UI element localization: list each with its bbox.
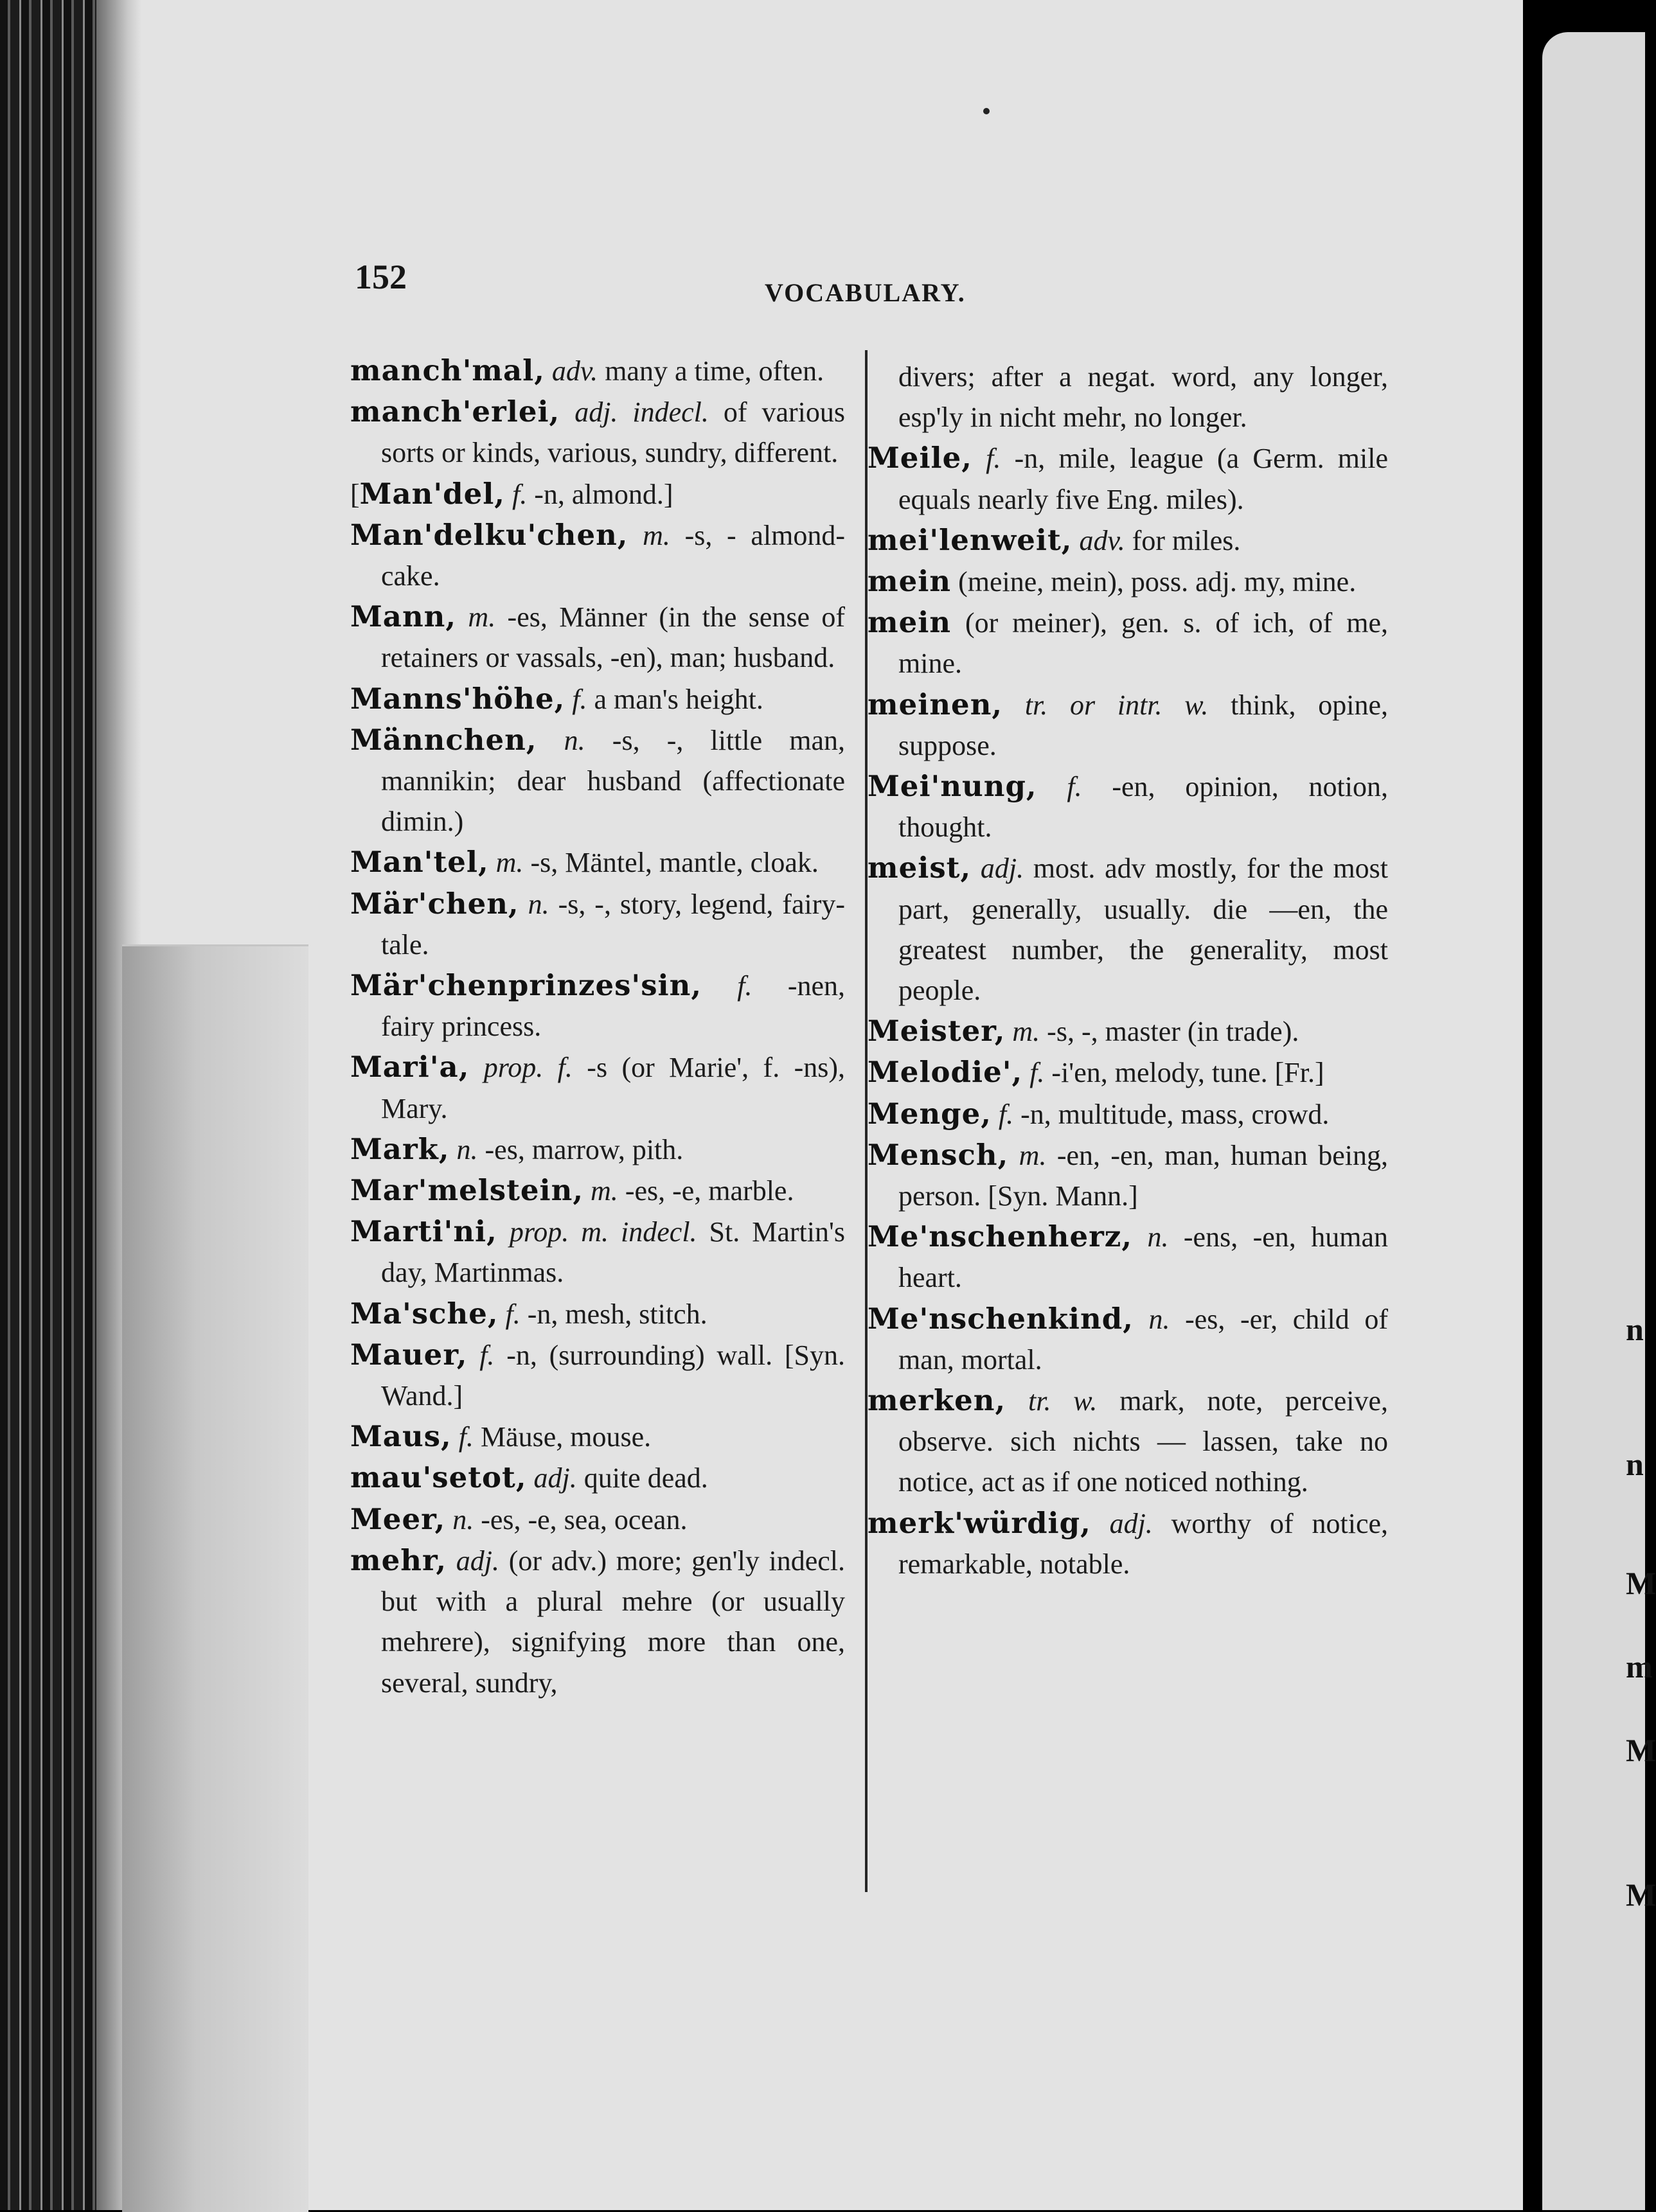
entry-grammar-tag: f. bbox=[1067, 771, 1082, 803]
entry-definition: -es, -er, child of man, mortal. bbox=[898, 1303, 1388, 1376]
entry-headword: Mar'melstein, bbox=[350, 1173, 584, 1208]
vocabulary-entry bbox=[350, 1047, 845, 1128]
entry-definition: think, opine, suppose. bbox=[898, 689, 1389, 761]
vocabulary-entry bbox=[350, 1499, 845, 1540]
entry-grammar-tag: n. bbox=[456, 1133, 478, 1165]
entry-headword: mei'lenweit, bbox=[868, 522, 1073, 557]
entry-headword: meist, bbox=[868, 851, 972, 885]
entry-headword: manch'erlei, bbox=[350, 394, 560, 429]
vocabulary-entry bbox=[350, 720, 845, 842]
entry-headword: Menge, bbox=[868, 1096, 992, 1131]
entry-grammar-tag: f. bbox=[572, 683, 587, 715]
left-column bbox=[350, 350, 845, 1703]
entry-definition: -nen, fairy princess. bbox=[381, 970, 845, 1043]
facing-page bbox=[1542, 32, 1656, 2210]
entry-headword: Man'delku'chen, bbox=[350, 517, 628, 552]
entry-headword: Me'nschenkind, bbox=[868, 1301, 1134, 1336]
entry-headword: Ma'sche, bbox=[350, 1296, 499, 1331]
entry-definition: -n, almond.] bbox=[534, 478, 673, 510]
entry-grammar-tag: prop. m. indecl. bbox=[509, 1216, 697, 1248]
vocabulary-entry bbox=[350, 1334, 845, 1416]
vocabulary-entry bbox=[350, 1129, 845, 1170]
entry-grammar-tag: f. bbox=[737, 970, 752, 1002]
entry-definition: (or adv.) more; gen'ly indecl. but with a plural mehre (or usually mehrere), signifying more than one, several, sundry, bbox=[381, 1544, 846, 1699]
entry-headword: mau'setot, bbox=[350, 1460, 527, 1495]
entry-headword: merk'würdig, bbox=[868, 1505, 1091, 1540]
entry-grammar-tag: adj. bbox=[980, 853, 1024, 885]
running-head: VOCABULARY. bbox=[765, 278, 966, 307]
facing-page-fragment: M bbox=[1626, 1732, 1656, 1768]
vocabulary-entry bbox=[868, 602, 1388, 684]
vocabulary-entry bbox=[350, 883, 845, 965]
vocabulary-entry bbox=[868, 1216, 1388, 1298]
vocabulary-entry bbox=[350, 596, 845, 678]
entry-definition: (meine, mein), poss. adj. my, mine. bbox=[958, 566, 1357, 598]
facing-page-fragment: M bbox=[1626, 1877, 1656, 1913]
entry-headword: Manns'höhe, bbox=[350, 681, 565, 716]
entry-grammar-tag: adv. bbox=[551, 355, 598, 387]
entry-definition: (or meiner), gen. s. of ich, of me, mine. bbox=[898, 607, 1388, 680]
entry-headword: Meister, bbox=[868, 1014, 1006, 1048]
vocabulary-entry bbox=[868, 684, 1388, 766]
vocabulary-entry bbox=[350, 391, 845, 473]
entry-grammar-tag: m. bbox=[643, 519, 670, 551]
vocabulary-entry bbox=[868, 766, 1388, 847]
entry-headword: merken, bbox=[868, 1383, 1006, 1418]
entry-definition: -s, - almond-cake. bbox=[381, 519, 845, 592]
entry-grammar-tag: f. bbox=[505, 1298, 521, 1330]
entry-grammar-tag: f. bbox=[986, 443, 1001, 475]
entry-grammar-tag: m. bbox=[495, 847, 524, 879]
entry-headword: Männchen, bbox=[350, 722, 537, 757]
entry-grammar-tag: n. bbox=[528, 888, 549, 920]
entry-grammar-tag: f. bbox=[458, 1421, 474, 1453]
vocabulary-entry bbox=[350, 350, 845, 391]
page-number: 152 bbox=[355, 258, 407, 296]
facing-page-fragment: m bbox=[1626, 1649, 1653, 1685]
vocabulary-entry bbox=[350, 678, 845, 720]
vocabulary-entry bbox=[868, 1298, 1388, 1380]
vocabulary-entry bbox=[350, 1416, 845, 1457]
vocabulary-entry bbox=[350, 1211, 845, 1293]
vocabulary-entry bbox=[868, 847, 1388, 1011]
entry-headword: Mensch, bbox=[868, 1137, 1009, 1172]
entry-definition: -n, mesh, stitch. bbox=[527, 1298, 708, 1330]
right-column bbox=[868, 357, 1388, 1584]
vocabulary-entry bbox=[350, 1170, 845, 1211]
vocabulary-entry bbox=[350, 965, 845, 1047]
entry-definition: a man's height. bbox=[594, 683, 763, 715]
entry-grammar-tag: adv. bbox=[1079, 524, 1125, 556]
entry-headword: Man'del, bbox=[359, 476, 505, 511]
entry-definition: -es, -e, marble. bbox=[625, 1175, 794, 1207]
entry-headword: Man'tel, bbox=[350, 845, 489, 880]
entry-grammar-tag: n. bbox=[564, 724, 585, 756]
vocabulary-entry bbox=[868, 520, 1388, 561]
entry-bracket: [ bbox=[350, 478, 360, 510]
print-speck bbox=[983, 108, 990, 114]
entry-definition: -n, mile, league (a Germ. mile equals nearly five Eng. miles). bbox=[898, 443, 1389, 515]
entry-definition: -es, -e, sea, ocean. bbox=[481, 1503, 688, 1535]
entry-definition: many a time, often. bbox=[605, 355, 824, 387]
entry-definition: mark, note, perceive, observe. sich nichts — lassen, take no notice, act as if one noticed nothing. bbox=[898, 1385, 1389, 1498]
entry-grammar-tag: tr. or intr. w. bbox=[1024, 689, 1209, 721]
vocabulary-entry bbox=[868, 1052, 1388, 1093]
entry-grammar-tag: f. bbox=[998, 1098, 1014, 1130]
entry-definition: -en, -en, man, human being, person. [Syn. Mann.] bbox=[898, 1139, 1389, 1212]
entry-grammar-tag: f. bbox=[1029, 1057, 1045, 1089]
entry-headword: manch'mal, bbox=[350, 353, 545, 387]
entry-headword: Mann, bbox=[350, 599, 457, 634]
entry-headword: Marti'ni, bbox=[350, 1214, 497, 1249]
entry-grammar-tag: adj. indecl. bbox=[574, 396, 709, 429]
entry-definition: -s, -, story, legend, fairy-tale. bbox=[381, 888, 846, 960]
entry-headword: mehr, bbox=[350, 1543, 447, 1577]
entry-grammar-tag: tr. w. bbox=[1028, 1385, 1098, 1417]
vocabulary-entry bbox=[868, 438, 1388, 519]
facing-page-fragment: M bbox=[1626, 1565, 1656, 1601]
book-gutter bbox=[1523, 0, 1542, 2210]
entry-headword: mein bbox=[868, 605, 952, 640]
entry-continuation: divers; after a negat. word, any longer, esp'ly in nicht mehr, no longer. bbox=[898, 361, 1388, 434]
entry-grammar-tag: m. bbox=[1019, 1139, 1047, 1171]
entry-definition: -n, (surrounding) wall. [Syn. Wand.] bbox=[381, 1339, 846, 1412]
vocabulary-entry bbox=[350, 1540, 845, 1703]
vocabulary-entry bbox=[350, 473, 845, 515]
page-fold-edge bbox=[122, 944, 308, 2212]
entry-headword: Mär'chen, bbox=[350, 886, 519, 921]
vocabulary-entry bbox=[868, 1503, 1388, 1584]
entry-definition: most. adv mostly, for the most part, generally, usually. die —en, the greatest number, the generality, most people. bbox=[898, 853, 1389, 1007]
vocabulary-entry bbox=[350, 1293, 845, 1334]
entry-definition: -s (or Marie', f. -ns), Mary. bbox=[381, 1052, 846, 1124]
entry-grammar-tag: m. bbox=[1012, 1016, 1040, 1048]
entry-headword: Mauer, bbox=[350, 1337, 468, 1372]
entry-headword: Mark, bbox=[350, 1131, 450, 1166]
entry-headword: Me'nschenherz, bbox=[868, 1219, 1133, 1254]
entry-definition: -s, Mäntel, mantle, cloak. bbox=[530, 847, 819, 879]
entry-grammar-tag: adj. bbox=[1109, 1507, 1153, 1539]
entry-grammar-tag: adj. bbox=[456, 1544, 500, 1577]
entry-headword: mein bbox=[868, 564, 952, 599]
entry-grammar-tag: n. bbox=[1148, 1303, 1170, 1335]
vocabulary-entry bbox=[868, 1011, 1388, 1052]
entry-headword: Meile, bbox=[868, 441, 972, 475]
entry-definition: -es, marrow, pith. bbox=[485, 1133, 684, 1165]
entry-headword: Maus, bbox=[350, 1419, 452, 1454]
entry-definition: for miles. bbox=[1132, 524, 1241, 556]
entry-grammar-tag: m. bbox=[591, 1175, 618, 1207]
entry-definition: -es, Männer (in the sense of retainers or vassals, -en), man; husband. bbox=[381, 601, 845, 674]
vocabulary-entry bbox=[350, 1457, 845, 1498]
entry-grammar-tag: adj. bbox=[533, 1462, 577, 1494]
vocabulary-entry bbox=[868, 357, 1388, 438]
entry-grammar-tag: prop. f. bbox=[483, 1052, 573, 1084]
entry-headword: Mär'chenprinzes'sin, bbox=[350, 968, 702, 1003]
entry-grammar-tag: n. bbox=[452, 1503, 474, 1535]
entry-headword: Meer, bbox=[350, 1501, 446, 1536]
entry-grammar-tag: f. bbox=[479, 1339, 495, 1371]
entry-definition: -s, -, master (in trade). bbox=[1047, 1016, 1299, 1048]
entry-definition: of various sorts or kinds, various, sundry, different. bbox=[381, 396, 846, 469]
entry-definition: -i'en, melody, tune. [Fr.] bbox=[1051, 1057, 1324, 1089]
vocabulary-entry bbox=[350, 515, 845, 596]
entry-definition: St. Martin's day, Martinmas. bbox=[381, 1216, 846, 1289]
entry-definition: Mäuse, mouse. bbox=[480, 1421, 652, 1453]
entry-definition: worthy of notice, remarkable, notable. bbox=[898, 1507, 1388, 1580]
entry-grammar-tag: m. bbox=[468, 601, 496, 633]
vocabulary-entry bbox=[350, 842, 845, 883]
vocabulary-entry bbox=[868, 1380, 1388, 1503]
vocabulary-entry bbox=[868, 1135, 1388, 1216]
facing-page-fragment: n bbox=[1626, 1446, 1644, 1482]
entry-headword: meinen, bbox=[868, 687, 1003, 721]
entry-headword: Mari'a, bbox=[350, 1050, 470, 1084]
facing-page-fragment: n bbox=[1626, 1311, 1644, 1347]
entry-definition: quite dead. bbox=[583, 1462, 708, 1494]
entry-grammar-tag: n. bbox=[1147, 1221, 1169, 1253]
vocabulary-entry bbox=[868, 561, 1388, 602]
entry-headword: Mei'nung, bbox=[868, 769, 1037, 804]
entry-definition: -en, opinion, notion, thought. bbox=[898, 771, 1388, 844]
entry-definition: -s, -, little man, mannikin; dear husband (affectionate dimin.) bbox=[381, 724, 845, 838]
entry-definition: -ens, -en, human heart. bbox=[898, 1221, 1388, 1294]
entry-definition: -n, multitude, mass, crowd. bbox=[1020, 1098, 1330, 1130]
entry-grammar-tag: f. bbox=[512, 478, 528, 510]
vocabulary-entry bbox=[868, 1093, 1388, 1135]
entry-headword: Melodie', bbox=[868, 1055, 1023, 1090]
